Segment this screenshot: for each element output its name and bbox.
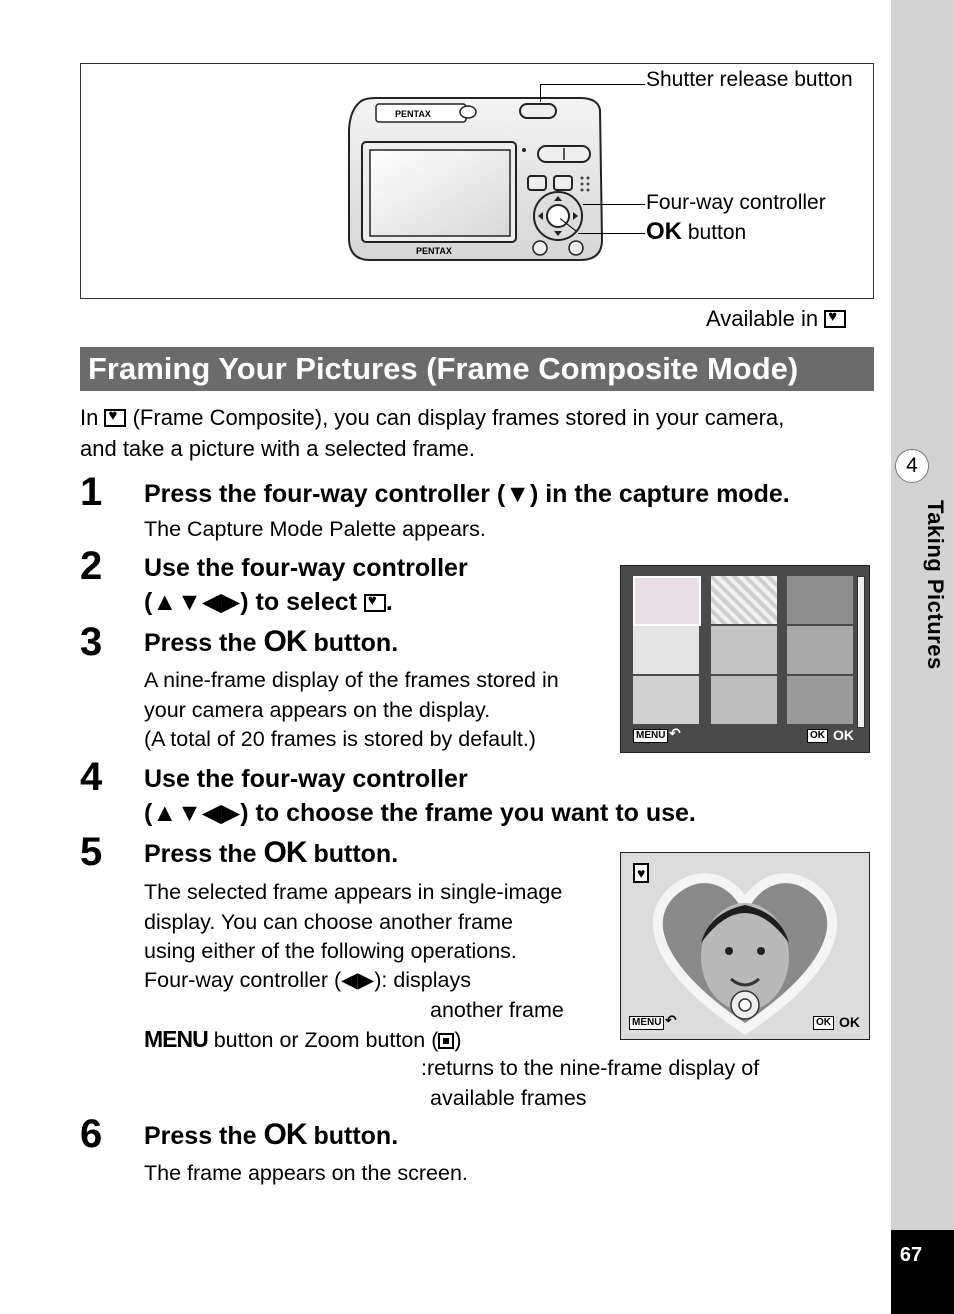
step-6-body: The frame appears on the screen. — [144, 1161, 468, 1185]
frame-thumbnail — [787, 576, 853, 624]
heart-frame-photo — [621, 853, 869, 1039]
frame-thumbnail — [787, 676, 853, 724]
ok-badge: OK — [807, 729, 828, 743]
step-5-op2: MENU button or Zoom button ( ) — [144, 1026, 462, 1052]
page-number: 67 — [899, 1244, 923, 1266]
chapter-title: Taking Pictures — [923, 500, 948, 670]
step-5-op1-cont: another frame — [430, 998, 564, 1022]
ok-label: OK — [839, 1014, 860, 1030]
frame-thumbnail — [633, 626, 699, 674]
step-5-op1: Four-way controller (◀▶): displays — [144, 968, 471, 992]
frame-thumbnail — [787, 626, 853, 674]
ok-badge: OK — [813, 1016, 834, 1030]
frame-thumbnail — [633, 676, 699, 724]
brand-bottom: PENTAX — [416, 246, 452, 256]
frame-composite-icon — [364, 594, 386, 612]
step-3-heading: Press the OK button. — [144, 625, 399, 658]
step-6-heading: Press the OK button. — [144, 1118, 399, 1151]
step-5-op2-desc2: available frames — [430, 1086, 587, 1110]
four-way-label: Four-way controller — [646, 191, 826, 214]
intro-paragraph: In ♥ (Frame Composite), you can display frames stored in your camera, and take a picture with a selected frame. — [80, 402, 880, 464]
frame-thumbnail-selected — [633, 576, 701, 626]
zoom-thumbnail-icon — [438, 1033, 454, 1049]
brand-top: PENTAX — [395, 109, 431, 119]
step-4-heading-line1: Use the four-way controller — [144, 765, 468, 793]
shutter-label: Shutter release button — [646, 68, 853, 91]
frame-thumbnail — [711, 676, 777, 724]
frame-thumbnail — [711, 626, 777, 674]
step-number: 1 — [80, 470, 103, 514]
step-number: 5 — [80, 830, 103, 874]
step-4-heading-line2: (▲▼◀▶) to choose the frame you want to use. — [144, 799, 696, 827]
section-title: Framing Your Pictures (Frame Composite Mode) — [80, 347, 874, 391]
ok-callout-line — [578, 233, 645, 234]
frame-composite-icon — [824, 310, 846, 328]
shutter-callout-line — [540, 84, 645, 85]
ok-button-label: OK button — [646, 218, 747, 245]
nine-frame-screen — [620, 565, 870, 753]
back-arrow-icon: ↶ — [669, 725, 681, 741]
single-frame-screen — [620, 852, 870, 1040]
step-1-heading: Press the four-way controller (▼) in the capture mode. — [144, 480, 790, 508]
chapter-number: 4 — [895, 449, 929, 483]
four-way-callout-line — [583, 204, 645, 205]
step-1-body: The Capture Mode Palette appears. — [144, 517, 486, 541]
step-5-op2-desc1: :returns to the nine-frame display of — [421, 1056, 760, 1080]
page-number-box — [891, 1230, 954, 1314]
step-number: 2 — [80, 544, 103, 588]
step-2-heading-line2: (▲▼◀▶) to select ♥ . — [144, 585, 393, 619]
step-number: 3 — [80, 620, 103, 664]
frame-thumbnail — [711, 576, 777, 624]
menu-badge: MENU — [633, 729, 668, 743]
scrollbar — [857, 576, 865, 728]
frame-composite-icon — [104, 409, 126, 427]
heart-frame-icon: ♥ — [633, 863, 649, 883]
step-number: 4 — [80, 755, 103, 799]
step-3-body: A nine-frame display of the frames stored in your camera appears on the display. (A total of 20 frames is stored by default.) — [144, 668, 559, 751]
shutter-callout-leader — [540, 84, 541, 102]
step-5-body: The selected frame appears in single-image display. You can choose another frame using either of the following operations. — [144, 880, 563, 963]
available-in-note: Available in ♥ — [706, 306, 846, 332]
menu-badge: MENU — [629, 1016, 664, 1030]
back-arrow-icon: ↶ — [665, 1012, 677, 1028]
camera-illustration — [340, 90, 610, 270]
step-2-heading-line1: Use the four-way controller — [144, 554, 468, 582]
ok-label: OK — [833, 727, 854, 743]
step-5-heading: Press the OK button. — [144, 836, 399, 869]
step-number: 6 — [80, 1112, 103, 1156]
